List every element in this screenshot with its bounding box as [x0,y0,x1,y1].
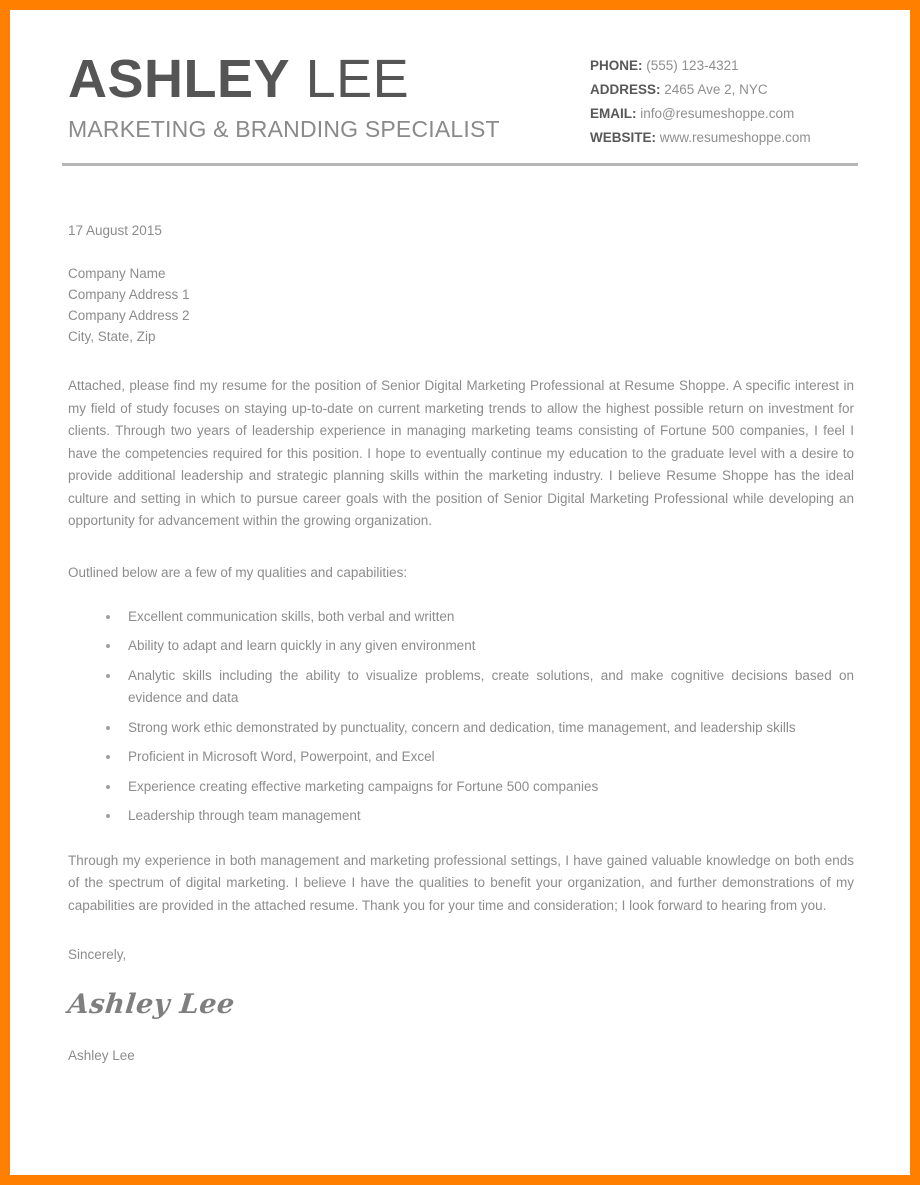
letter-body [62,221,858,1066]
printed-name: Ashley Lee [68,1048,135,1063]
list-item: Experience creating effective marketing campaigns for Fortune 500 companies [106,776,854,799]
first-name: ASHLEY [68,49,291,109]
list-item: Excellent communication skills, both verbal and written [106,606,854,629]
closing-paragraph: Through my experience in both management and marketing professional settings, I have gained valuable knowledge on both ends of the spectrum of digital marketing. I believe I have the qualities to benefit your organization, and further demonstrations of my capabilities are provided in the attached resume. Thank you for your time and consideration; I look forward to hearing from you. [68,852,854,913]
list-item: Ability to adapt and learn quickly in any given environment [106,635,854,658]
last-name: LEE [305,49,410,109]
contact-block [590,48,858,150]
opening-paragraph: Attached, please find my resume for the position of Senior Digital Marketing Professional at Resume Shoppe. A specific interest in my field of study focuses on staying up-to-date on current marketing trends to allow the highest possible return on investment for clients. Through two years of leadership experience in managing marketing teams consisting of Fortune 500 companies, I feel I have the competencies required for this position. I hope to eventually continue my education to the graduate level with a desire to provide additional leadership and strategic planning skills within the marketing industry. I believe Resume Shoppe has the ideal culture and setting in which to pursue career goals with the position of Senior Digital Marketing Professional while developing an opportunity for advancement within the growing organization. [68,378,854,528]
contact-website-label: WEBSITE: [590,130,656,145]
contact-email [590,102,858,126]
letterhead [62,40,858,150]
handwritten-signature: Ashley Lee [66,989,237,1020]
contact-website-value[interactable]: www.resumeshoppe.com [659,130,811,145]
letter-sheet [10,10,910,1175]
contact-address-value: 2465 Ave 2, NYC [664,82,768,97]
qualities-lead-in: Outlined below are a few of my qualities and capabilities: [68,564,408,580]
sign-off: Sincerely, [68,947,127,962]
list-item: Analytic skills including the ability to visualize problems, create solutions, and make cognitive decisions based on evidence and data [106,665,854,710]
recipient-line-address-1: Company Address 1 [68,287,190,302]
contact-website [590,126,858,150]
professional-tagline: MARKETING & BRANDING SPECIALIST [68,116,500,142]
identity-block [62,48,500,144]
list-item: Strong work ethic demonstrated by punctuality, concern and dedication, time management, and leadership skills [106,717,854,740]
list-item: Proficient in Microsoft Word, Powerpoint, and Excel [106,746,854,769]
recipient-address [68,263,854,347]
full-name [68,48,500,110]
list-item: Leadership through team management [106,805,854,828]
contact-phone-value: (555) 123-4321 [646,58,739,73]
header-divider [62,163,858,166]
contact-address-label: ADDRESS: [590,82,661,97]
contact-email-label: EMAIL: [590,106,637,121]
recipient-line-city-state-zip: City, State, Zip [68,329,156,344]
letter-date: 17 August 2015 [68,223,162,238]
contact-phone [590,54,858,78]
contact-address [590,78,858,102]
recipient-line-address-2: Company Address 2 [68,308,190,323]
qualities-list [68,606,854,828]
contact-email-value[interactable]: info@resumeshoppe.com [640,106,795,121]
recipient-line-company: Company Name [68,266,166,281]
contact-phone-label: PHONE: [590,58,643,73]
